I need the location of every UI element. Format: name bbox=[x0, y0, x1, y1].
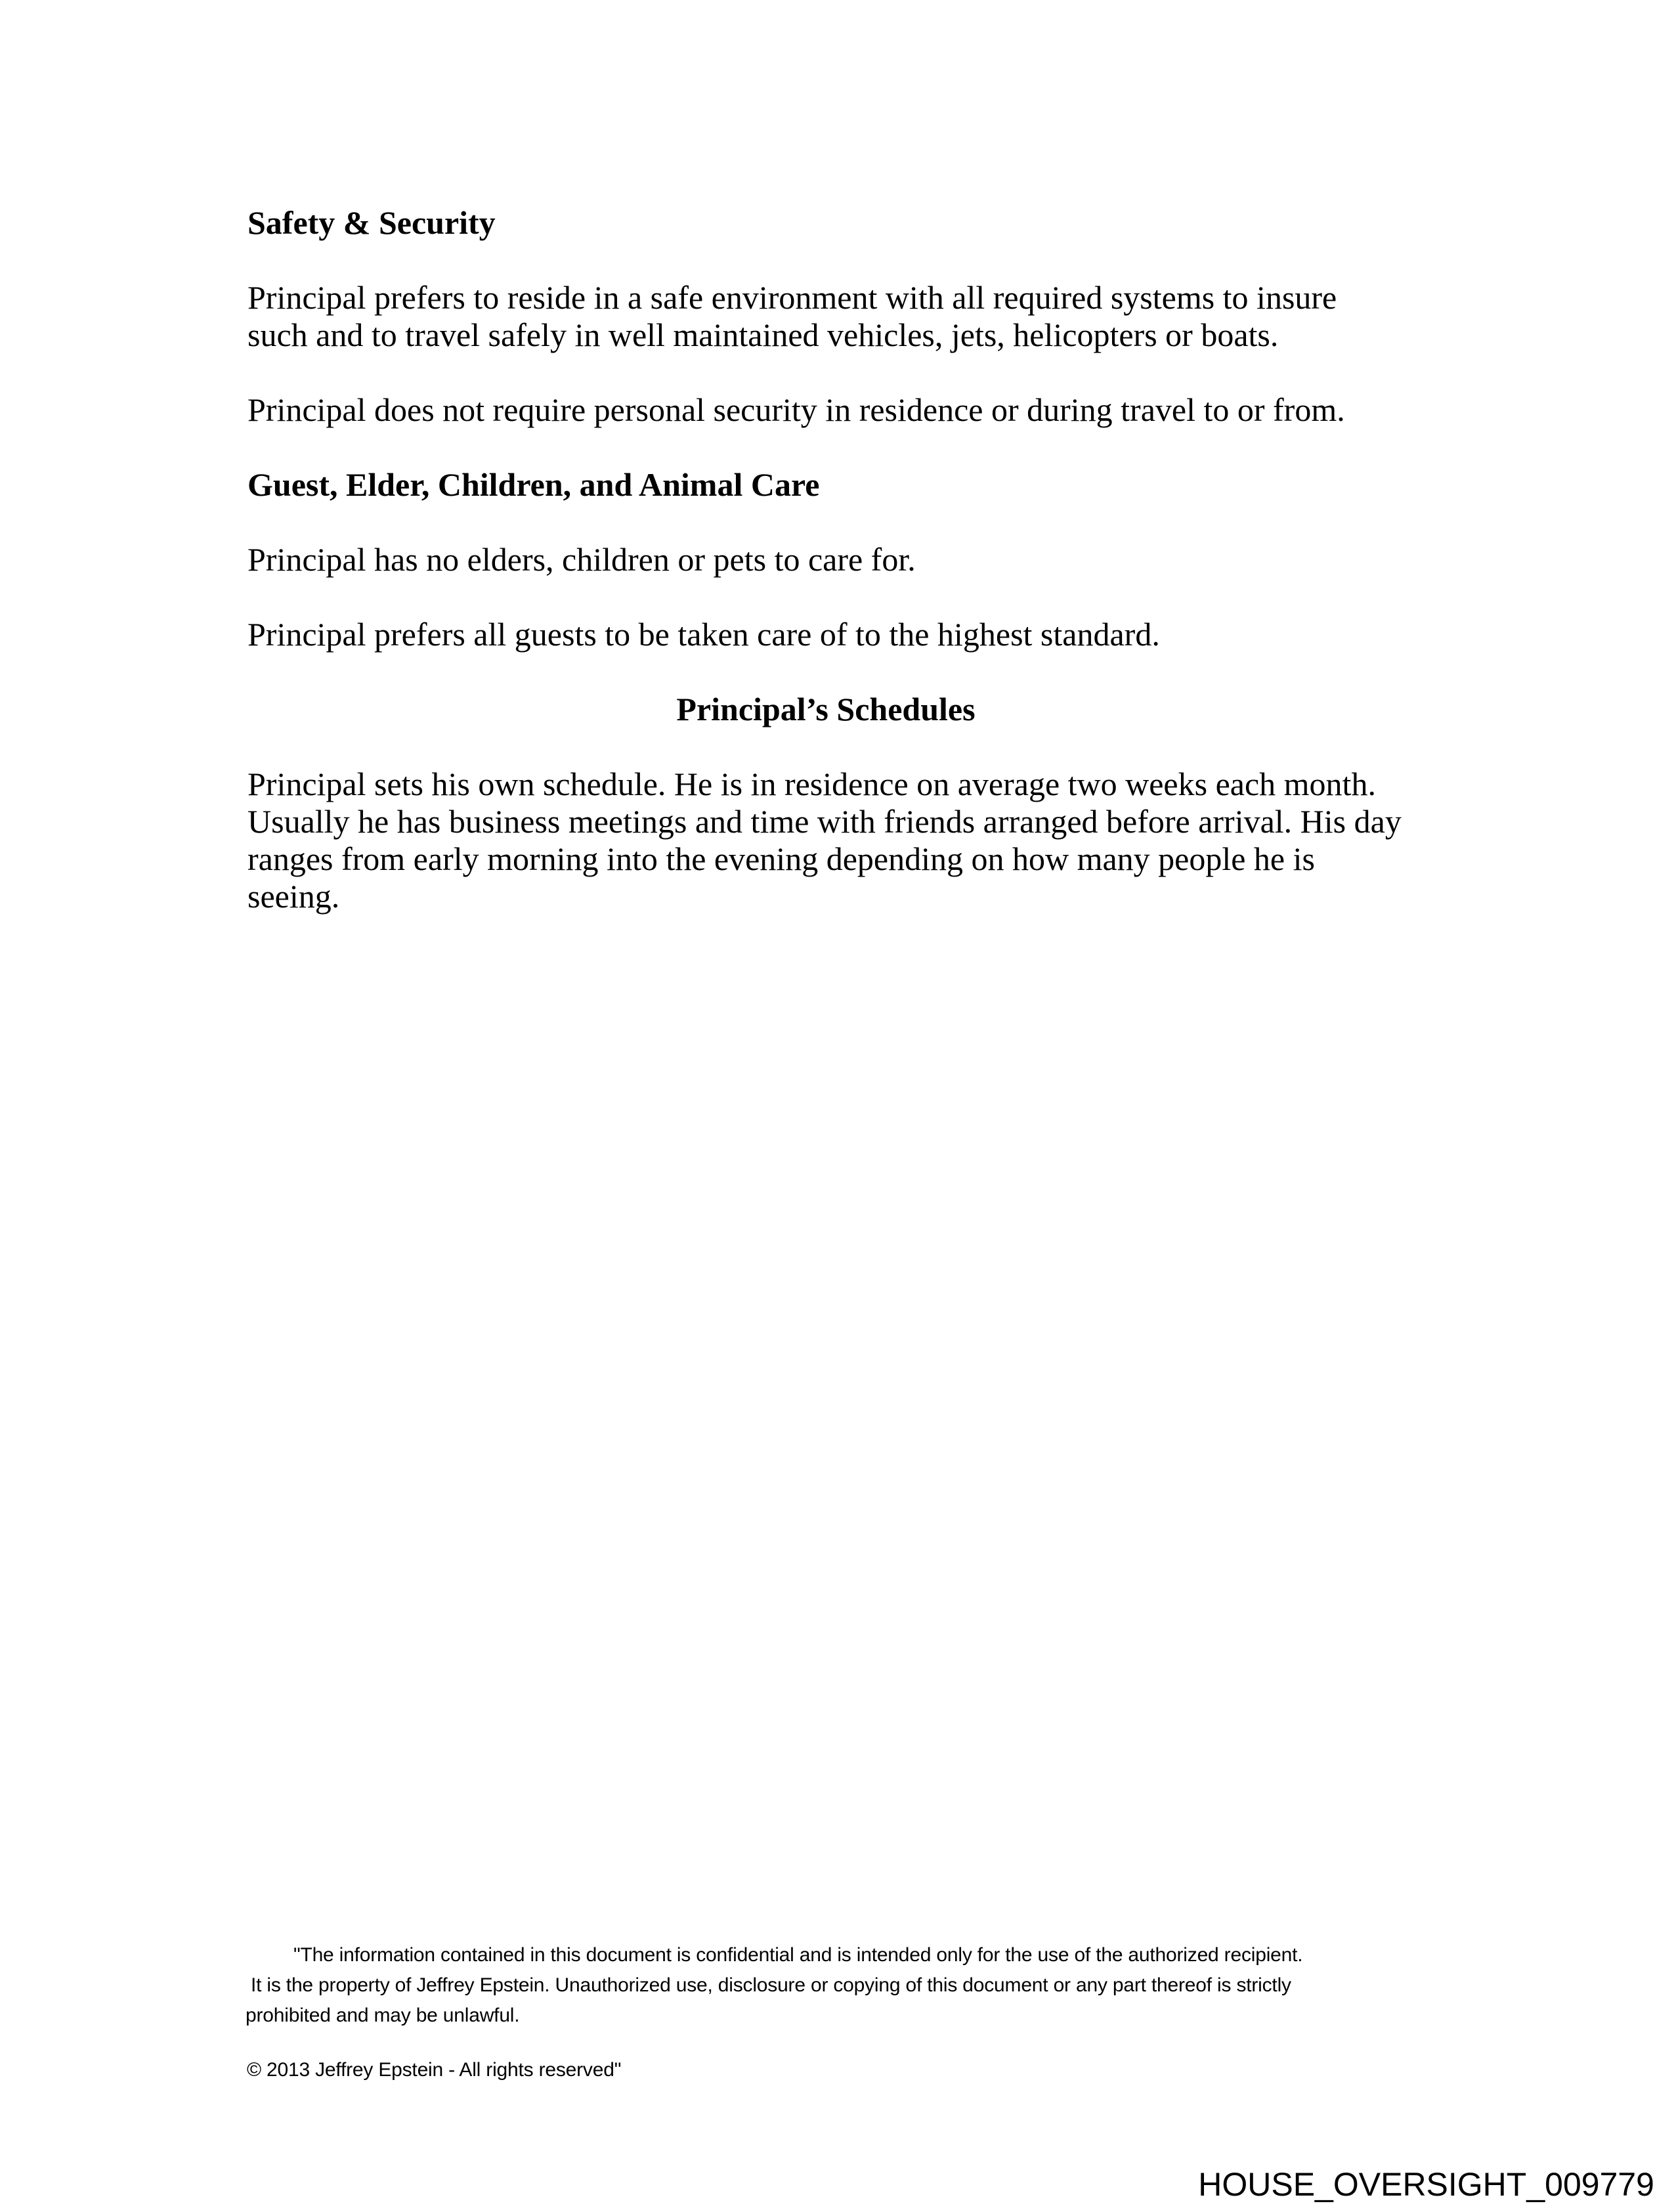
paragraph-no-personal-security: Principal does not require personal security in residence or during travel to or from. bbox=[247, 391, 1345, 428]
confidentiality-disclaimer bbox=[246, 1940, 1440, 2031]
paragraph-principal-schedule: Principal sets his own schedule. He is in residence on average two weeks each month. Usually he has business meetings and time with friends arranged before arrival. His day ranges from early morning into the evening depending on how many people he is seeing. bbox=[247, 766, 1402, 915]
copyright-notice: © 2013 Jeffrey Epstein - All rights reserved" bbox=[247, 2059, 622, 2081]
disclaimer-line-3: prohibited and may be unlawful. bbox=[246, 2005, 520, 2026]
paragraph-guests-highest-standard: Principal prefers all guests to be taken care of to the highest standard. bbox=[247, 616, 1160, 653]
document-body bbox=[247, 204, 1404, 953]
disclaimer-line-2: It is the property of Jeffrey Epstein. Unauthorized use, disclosure or copying of this document or any part thereof is strictly bbox=[251, 1974, 1291, 1996]
disclaimer-line-1: "The information contained in this document is confidential and is intended only for the use of the authorized recipient. bbox=[293, 1944, 1303, 1966]
bates-number: HOUSE_OVERSIGHT_009779 bbox=[1198, 2166, 1654, 2203]
paragraph-no-elders-children-pets: Principal has no elders, children or pets to care for. bbox=[247, 541, 916, 578]
paragraph-safe-environment: Principal prefers to reside in a safe environment with all required systems to insure such and to travel safely in well maintained vehicles, jets, helicopters or boats. bbox=[247, 279, 1337, 353]
heading-principals-schedules: Principal’s Schedules bbox=[676, 691, 976, 727]
heading-guest-elder-children-animal-care: Guest, Elder, Children, and Animal Care bbox=[247, 466, 820, 503]
heading-safety-security: Safety & Security bbox=[247, 204, 496, 241]
